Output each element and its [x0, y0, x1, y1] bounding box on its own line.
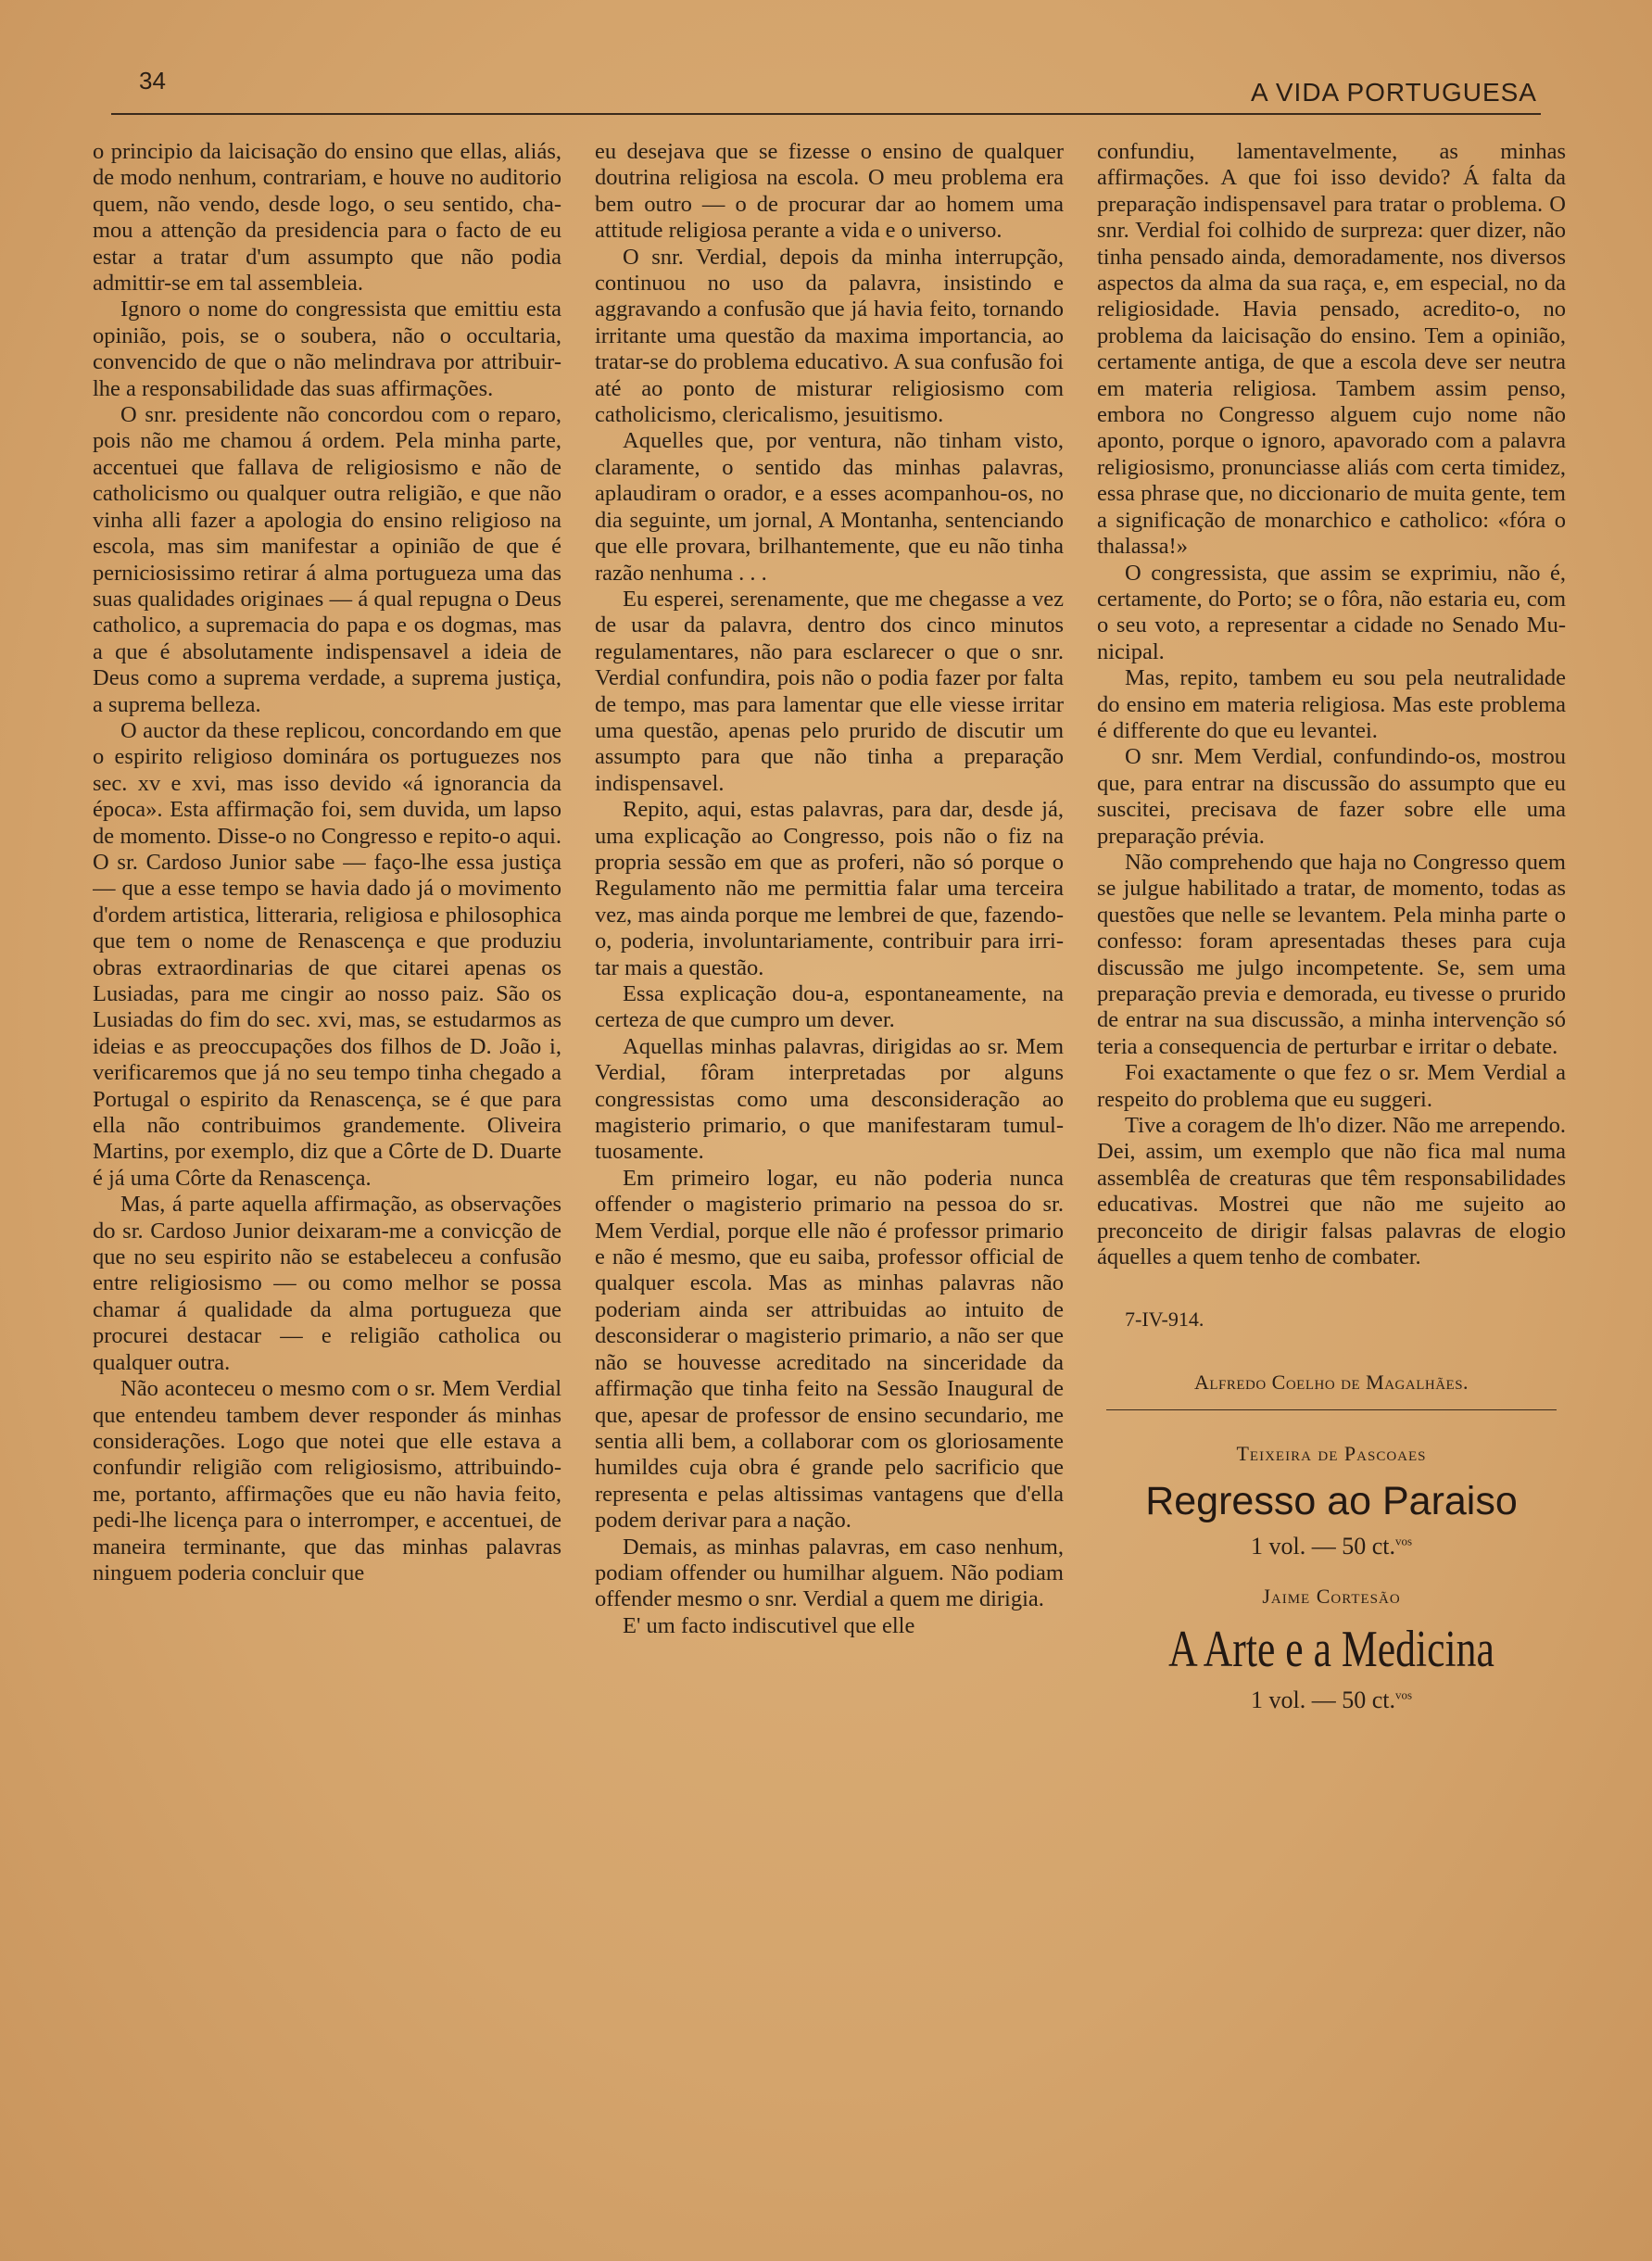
- column-3: [1097, 139, 1566, 2233]
- running-title: A VIDA PORTUGUESA: [1250, 78, 1537, 107]
- paragraph: O auctor da these replicou, concordando em que o espirito religioso dominára os portuguezes nos sec. xv e xvi, mas isso devido «á ignorancia da época». Esta affirmação foi, sem duvida, um lapso de momento. Disse-o no Congresso e repito-o aqui. O sr. Cardoso Junior sabe — faço-lhe essa justiça — que a esse tempo se havia dado já o movimento d'ordem artistica, litteraria, religiosa e philosophica que tem o nome de Renascença e que produziu obras extraordinarias de que citarei apenas os Lusiadas, para me cingir ao nosso paiz. São os Lusiadas do fim do sec. xvi, mas, se estudarmos as ideias e as preoccupações dos filhos de D. João i, verificaremos que já no seu tempo tinha chegado a Portugal o espirito da Renascença, se é que para ella não contribuimos grandemente. Oliveira Martins, por exemplo, diz que a Côrte de D. Duarte é já uma Côrte da Renascença.: [93, 717, 561, 1191]
- article-columns: [93, 139, 1566, 2233]
- advert-price-text: 1 vol. — 50 ct.: [1250, 1533, 1395, 1560]
- advert-title: Regresso ao Paraiso: [1145, 1479, 1518, 1524]
- paragraph: Essa explicação dou-a, espontaneamente, na certeza de que cumpro um dever.: [595, 981, 1064, 1033]
- article-date: 7-IV-914.: [1125, 1307, 1204, 1332]
- paragraph: Não aconteceu o mesmo com o sr. Mem Verdial que entendeu tambem dever responder ás minhas considerações. Logo que notei que elle estava a confundir religião com religiosismo, attribuindo-me, portanto, affirmações que eu não havia feito, pedi-lhe licença para o interromper, e accentuei, de maneira terminante, que das minhas palavras ninguem poderia concluir que: [93, 1376, 561, 1585]
- advert-price-text: 1 vol. — 50 ct.: [1250, 1686, 1395, 1714]
- book-advert-1: [1097, 1410, 1566, 1560]
- paragraph: Tive a coragem de lh'o dizer. Não me arrependo. Dei, assim, um exemplo que não fica mal numa assemblêa de creaturas que têm responsabilidades educativas. Mostrei que não me sujeito ao preconceito de dirigir falsas palavras de elogio áquelles a quem tenho de combater.: [1097, 1113, 1566, 1270]
- advert-price-suffix: vos: [1394, 1687, 1413, 1702]
- paragraph: Mas, repito, tambem eu sou pela neutralidade do ensino em materia religiosa. Mas este problema é differente do que eu levantei.: [1097, 665, 1566, 743]
- paragraph: E' um facto indiscutivel que elle: [623, 1612, 915, 1638]
- advert-title: A Arte e a Medicina: [1168, 1621, 1494, 1679]
- paragraph: O snr. Verdial, depois da minha interrupção, continuou no uso da palavra, insistindo e aggravando a confusão que já havia feito, tornando irritante uma questão da maxima importancia, ao tratar-se do problema educativo. A sua confusão foi até ao ponto de misturar religiosismo com catholicismo, clericalismo, jesuitismo.: [595, 244, 1064, 428]
- paragraph: Foi exactamente o que fez o sr. Mem Verdial a respeito do problema que eu suggeri.: [1097, 1060, 1566, 1112]
- paragraph: confundiu, lamentavelmente, as minhas affirmações. A que foi isso devido? Á falta da preparação indispensavel para tratar o problema. O snr. Verdial foi colhido de surpreza: quer dizer, não tinha pensado ainda, demoradamente, nos diversos aspectos da alma da sua raça, e, em especial, no da religiosidade. Havia pensado, acredito-o, no problema da laicisação do ensino. Tem a opinião, certamente antiga, de que a escola deve ser neutra em materia religiosa. Tambem assim penso, embora no Congresso alguem cujo nome não aponto, porque o ignoro, apavorado com a palavra religiosismo, pronunciasse aliás com certa timidez, essa phrase que, no diccionario de muita gente, tem a significação de monarchico e catholico: «fóra o thalassa!»: [1097, 139, 1566, 560]
- advert-price: [1097, 1533, 1566, 1560]
- column-1: [93, 139, 561, 2233]
- paragraph: O snr. presidente não concordou com o reparo, pois não me chamou á ordem. Pela minha parte, accentuei que fallava de religiosismo e não de catholicismo ou qualquer outra religião, e que não vinha alli fazer a apologia do ensino religioso na escola, mas sim manifestar a opinião de que é perniciosissimo retirar á alma portugueza uma das suas qualidades originaes — á qual repugna o Deus catholico, a supremacia do papa e os dogmas, mas a que é absolutamente indispensavel a ideia de Deus como a suprema verdade, a suprema justiça, a suprema belleza.: [93, 402, 561, 717]
- page-number: 34: [139, 67, 166, 95]
- author-signature: Alfredo Coelho de Magalhães.: [1193, 1370, 1469, 1395]
- paragraph: O congressista, que assim se exprimiu, não é, certamente, do Porto; se o fôra, não estaria eu, com o seu voto, a representar a cidade no Senado Municipal.: [1097, 560, 1566, 664]
- paragraph: O snr. Mem Verdial, confundindo-os, mostrou que, para entrar na discussão do assumpto que eu suscitei, precisava de fazer sobre elle uma preparação prévia.: [1097, 744, 1566, 849]
- column-2: [595, 139, 1064, 2233]
- paragraph: Demais, as minhas palavras, em caso nenhum, podiam offender ou humilhar alguem. Não podiam offender mesmo o snr. Verdial a quem me dirigia.: [595, 1534, 1064, 1612]
- book-advert-2: [1097, 1560, 1566, 1714]
- paragraph: eu desejava que se fizesse o ensino de qualquer doutrina religiosa na escola. O meu problema era bem outro — o de procurar dar ao homem uma attitude religiosa perante a vida e o universo.: [595, 139, 1064, 244]
- paragraph: Repito, aqui, estas palavras, para dar, desde já, uma explicação ao Congresso, pois não o fiz na propria sessão em que as proferi, não só porque o Regulamento não me permittia falar uma terceira vez, mas ainda porque me lembrei de que, fazendo-o, poderia, involuntariamente, contribuir para irritar mais a questão.: [595, 797, 1064, 980]
- paragraph: Em primeiro logar, eu não poderia nunca offender o magisterio primario na pessoa do sr. Mem Verdial, porque elle não é professor primario e não é mesmo, que eu saiba, professor official de qualquer escola. Mas as minhas palavras não poderiam ainda ser attribuidas ao intuito de desconsiderar o magisterio primario, a não ser que não se houvesse acreditado na sinceridade da affirmação que tinha feito na Sessão Inaugural de que, apesar de professor de ensino secundario, me sentia alli bem, a collaborar com os gloriosamente humildes cuja obra é grande pelo sacrificio que representa e pelas altissimas vantagens que d'ella podem derivar para a nação.: [595, 1165, 1064, 1534]
- advert-price-suffix: vos: [1394, 1534, 1413, 1548]
- paragraph: Eu esperei, serenamente, que me chegasse a vez de usar da palavra, dentro dos cinco minutos regulamentares, não para esclarecer o que o snr. Verdial confundira, pois não o podia fazer por falta de tempo, mas para lamentar que elle viesse irritar uma questão, apenas pelo prurido de discutir um assumpto para que não tinha a preparação indispensavel.: [595, 586, 1064, 796]
- page-header: [111, 65, 1541, 115]
- advert-price: [1097, 1686, 1566, 1714]
- paragraph: Aquellas minhas palavras, dirigidas ao sr. Mem Verdial, fôram interpretadas por alguns congressistas como uma desconsideração ao magisterio primario, o que manifestaram tumultuosamente.: [595, 1033, 1064, 1165]
- paragraph: Aquelles que, por ventura, não tinham visto, claramente, o sentido das minhas palavras, aplaudiram o orador, e a esses acompanhou-os, no dia seguinte, um jornal, A Montanha, sentenciando que elle provara, brilhantemente, que eu não tinha razão nenhuma . . .: [595, 428, 1064, 586]
- paragraph: Ignoro o nome do congressista que emittiu esta opinião, pois, se o soubera, não o occultaria, convencido de que o não melindrava por attribuir-lhe a responsabilidade das suas affirmações.: [93, 297, 561, 401]
- advert-author: Jaime Cortesão: [1262, 1585, 1401, 1609]
- paragraph: Não comprehendo que haja no Congresso quem se julgue habilitado a tratar, de momento, todas as questões que nelle se levantem. Pela minha parte o confesso: foram apresentadas theses para cuja discussão me julgo incompetente. Se, sem uma preparação previa e demorada, eu tivesse o prurido de entrar na sua discussão, a minha intervenção só teria a consequencia de perturbar e irritar o debate.: [1097, 849, 1566, 1059]
- advert-author: Teixeira de Pascoaes: [1236, 1442, 1427, 1466]
- paragraph: Mas, á parte aquella affirmação, as observações do sr. Cardoso Junior deixaram-me a convicção de que no seu espirito não se estabeleceu a confusão entre religiosismo — ou como melhor se possa chamar á qualidade da alma portugueza que procurei destacar — e religião catholica ou qualquer outra.: [93, 1192, 561, 1375]
- paragraph: o principio da laicisação do ensino que ellas, aliás, de modo nenhum, contrariam, e houve no auditorio quem, não vendo, desde logo, o seu sentido, chamou a attenção da presidencia para o facto de eu estar a tratar d'um assumpto que não podia admittir-se em tal assembleia.: [93, 139, 561, 297]
